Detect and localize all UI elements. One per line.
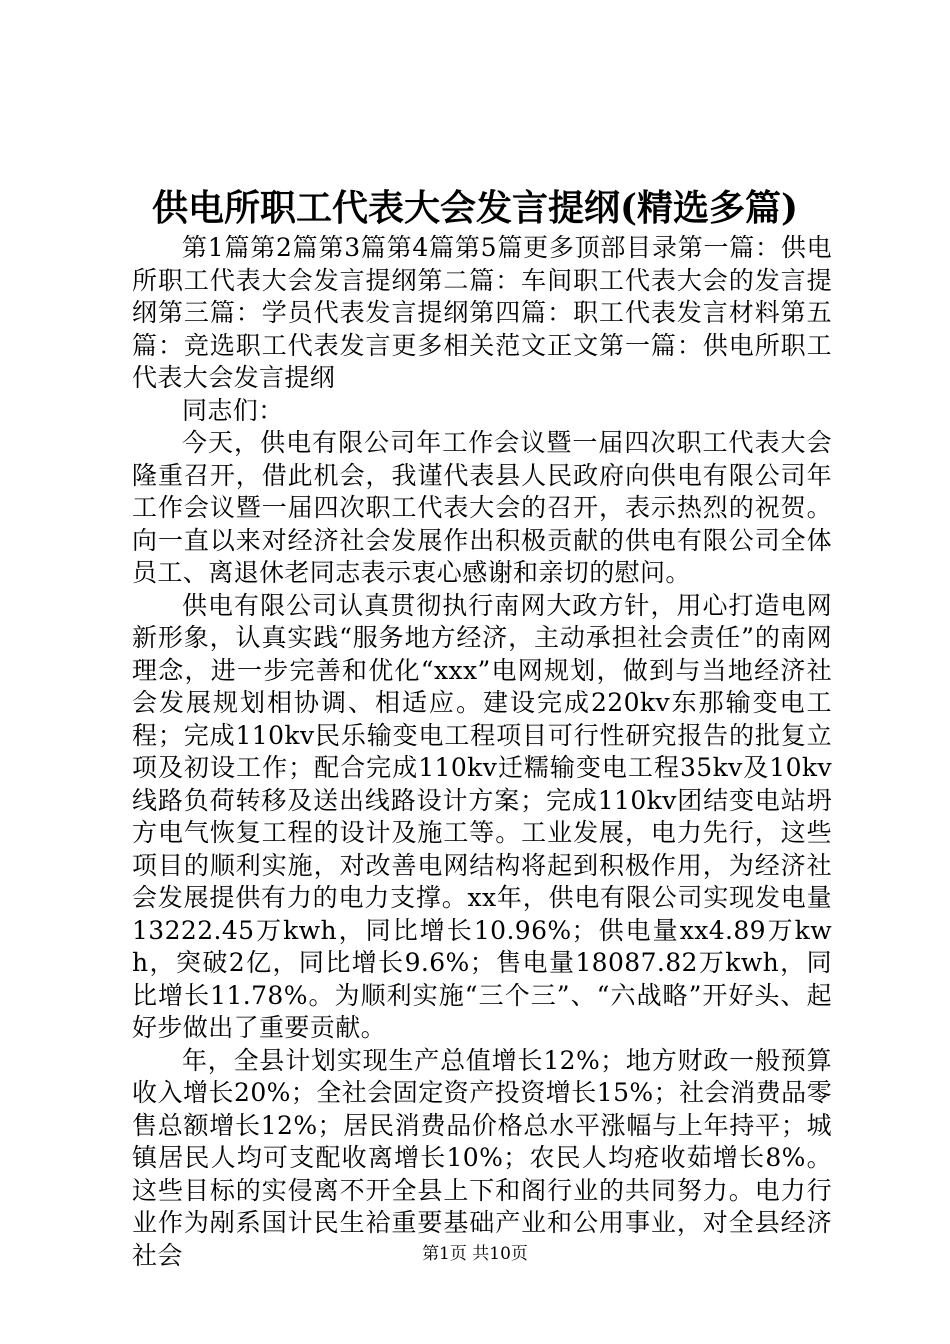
paragraph-achievements: 供电有限公司认真贯彻执行南网大政方针，用心打造电网新形象，认真实践“服务地方经济，主动承担社会责任”的南网理念，进一步完善和优化“xxx”电网规划，做到与当地经济社会发展规划相协调、相适应。建设完成220kv东那输变电工程；完成110kv民乐输变电工程项目可行性研究报告的批复立项及初设工作；配合完成110kv迁糯输变电工程35kv及10kv线路负荷转移及送出线路设计方案；完成110kv团结变电站坍方电气恢复工程的设计及施工等。工业发展，电力先行，这些项目的顺利实施，对改善电网结构将起到积极作用，为经济社会发展提供有力的电力支撑。xx年，供电有限公司实现发电量13222.45万kwh，同比增长10.96%；供电量xx4.89万kwh，突破2亿，同比增长9.6%；售电量18087.82万kwh，同比增长11.78%。为顺利实施“三个三”、“六战略”开好头、起好步做出了重要贡献。 xyxy=(132,590,832,1042)
document-body xyxy=(132,232,832,1272)
paragraph-salutation: 同志们： xyxy=(182,395,284,425)
paragraph-opening: 今天，供电有限公司年工作会议暨一届四次职工代表大会隆重召开，借此机会，我谨代表县人民政府向供电有限公司年工作会议暨一届四次职工代表大会的召开，表示热烈的祝贺。向一直以来对经济社会发展作出积极贡献的供电有限公司全体员工、离退休老同志表示衷心感谢和亲切的慰问。 xyxy=(132,428,832,587)
paragraph-table-of-contents: 第1篇第2篇第3篇第4篇第5篇更多顶部目录第一篇：供电所职工代表大会发言提纲第二篇：车间职工代表大会的发言提纲第三篇：学员代表发言提纲第四篇：职工代表发言材料第五篇：竞选职工代表发言更多相关范文正文第一篇：供电所职工代表大会发言提纲 xyxy=(132,233,832,392)
page-footer: 第1页 共10页 xyxy=(422,1244,528,1264)
paragraph-targets: 年，全县计划实现生产总值增长12%；地方财政一般预算收入增长20%；全社会固定资产投资增长15%；社会消费品零售总额增长12%；居民消费品价格总水平涨幅与上年持平；城镇居民人均可支配收离增长10%；农民人均疮收茹增长8%。这些目标的实侵离不开全县上下和阁行业的共同努力。电力行业作为剐系国计民生袷重要基础产业和公用事业，对全县经济社会 xyxy=(132,1045,832,1270)
page-title: 供电所职工代表大会发言提纲(精选多篇) xyxy=(151,187,799,229)
